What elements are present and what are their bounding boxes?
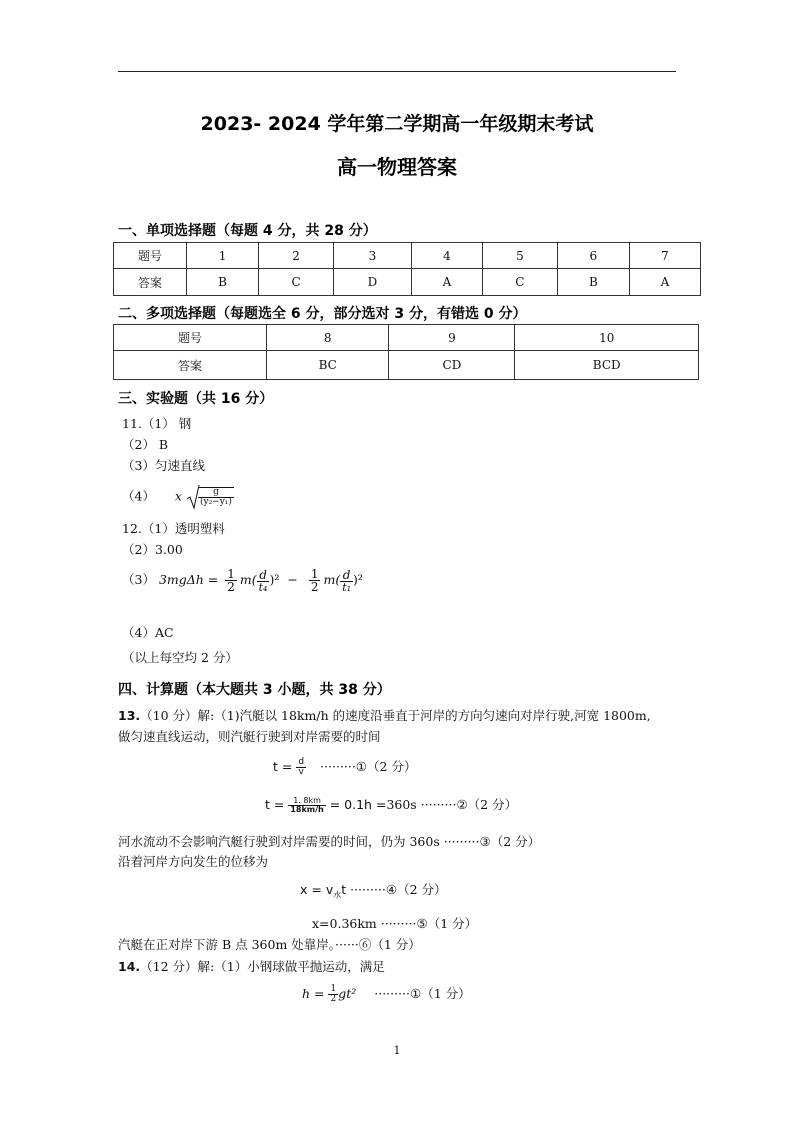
eq-close: )² bbox=[353, 572, 363, 587]
section4-heading: 四、计算题（本大题共 3 小题，共 38 分） bbox=[118, 682, 391, 698]
eq6-rhs: gt² bbox=[338, 986, 357, 1001]
equation-6 bbox=[302, 984, 471, 1004]
top-rule bbox=[118, 71, 676, 72]
half-fraction: $\frac{1}{2}$ bbox=[227, 567, 235, 594]
eq6-fraction: $\frac{1}{2}$ bbox=[330, 984, 337, 1004]
q12-part1: 12.（1）透明塑料 bbox=[122, 521, 225, 536]
eq6-mark: ·········①（1 分） bbox=[374, 986, 471, 1001]
sqrt-fraction bbox=[198, 487, 234, 507]
q12-part3-equation bbox=[122, 568, 363, 593]
table-cell: 6 bbox=[557, 243, 629, 269]
eq4-mark: ·········④（2 分） bbox=[350, 882, 447, 897]
eq4-t: t bbox=[341, 882, 347, 897]
equation-4 bbox=[300, 880, 447, 901]
q14-line1-text: （12 分）解:（1）小钢球做平抛运动，满足 bbox=[140, 959, 385, 974]
eq-mass: m( bbox=[239, 572, 257, 587]
section1-heading: 一、单项选择题（每题 4 分，共 28 分） bbox=[118, 223, 377, 239]
q13-number: 13. bbox=[118, 708, 141, 723]
table-cell: 8 bbox=[267, 325, 389, 351]
q12-part3-label: （3） bbox=[122, 572, 155, 587]
q11-part2: （2） B bbox=[122, 437, 169, 452]
eq1-mark: ·········①（2 分） bbox=[320, 759, 417, 774]
equation-2 bbox=[265, 795, 517, 814]
eq6-lhs: h = bbox=[302, 986, 325, 1001]
q12-part4: （4）AC bbox=[122, 625, 174, 640]
eq4-lhs: x = v bbox=[300, 882, 334, 897]
table-cell: 4 bbox=[411, 243, 482, 269]
q12-part2: （2）3.00 bbox=[122, 542, 183, 557]
table-row bbox=[114, 243, 701, 269]
q13-line1-text: （10 分）解:（1)汽艇以 18km/h 的速度沿垂直于河岸的方向匀速向对岸行驶,河宽 1800m, bbox=[140, 708, 651, 723]
q11-part3: （3）匀速直线 bbox=[122, 458, 205, 473]
section2-table bbox=[113, 324, 699, 380]
q11-part4 bbox=[122, 484, 234, 510]
section2-heading: 二、多项选择题（每题选全 6 分，部分选对 3 分，有错选 0 分） bbox=[118, 306, 527, 322]
equation-5: x=0.36km ·········⑤（1 分） bbox=[312, 916, 478, 931]
d-over-t4: $\frac{d}{\text{t₄}}$ bbox=[258, 567, 268, 594]
eq2-mark: =360s ·········②（2 分） bbox=[375, 797, 518, 812]
eq-close: )² bbox=[269, 572, 280, 587]
table-cell: 3 bbox=[333, 243, 411, 269]
table-cell: 5 bbox=[482, 243, 557, 269]
eq2-lhs: t = bbox=[265, 797, 285, 812]
row-label: 题号 bbox=[114, 243, 187, 269]
table-cell: 10 bbox=[515, 325, 699, 351]
eq4-subscript: 水 bbox=[333, 890, 342, 900]
table-row bbox=[114, 351, 699, 380]
exam-title: 2023- 2024 学年第二学期高一年级期末考试 bbox=[200, 113, 594, 135]
eq1-lhs: t = bbox=[273, 759, 293, 774]
table-cell: 1 bbox=[187, 243, 259, 269]
equation-1 bbox=[273, 757, 416, 777]
half-fraction: $\frac{1}{2}$ bbox=[310, 567, 319, 594]
table-cell: 7 bbox=[629, 243, 700, 269]
q13-line1 bbox=[118, 706, 651, 724]
row-label: 题号 bbox=[114, 325, 267, 351]
section3-note: （以上每空均 2 分） bbox=[122, 650, 238, 665]
q14-line1 bbox=[118, 957, 385, 975]
table-row bbox=[114, 269, 701, 296]
table-cell: BCD bbox=[515, 351, 699, 380]
q13-line4: 沿着河岸方向发生的位移为 bbox=[118, 854, 269, 869]
table-cell: B bbox=[557, 269, 629, 296]
q11-part1: 11.（1） 钢 bbox=[122, 416, 192, 431]
q14-number: 14. bbox=[118, 959, 141, 974]
q13-line3: 河水流动不会影响汽艇行驶到对岸需要的时间，仍为 360s ·········③（2 分） bbox=[118, 834, 541, 849]
table-cell: B bbox=[187, 269, 259, 296]
table-cell: A bbox=[629, 269, 700, 296]
q13-line2: 做匀速直线运动，则汽艇行驶到对岸需要的时间 bbox=[118, 729, 381, 744]
table-cell: CD bbox=[389, 351, 515, 380]
table-cell: C bbox=[482, 269, 557, 296]
row-label: 答案 bbox=[114, 351, 267, 380]
fraction-denominator: (y₂−y₁) bbox=[199, 497, 232, 507]
eq-mass: m( bbox=[323, 572, 341, 587]
eq1-fraction: $\frac{d}{v}$ bbox=[298, 757, 305, 777]
section3-heading: 三、实验题（共 16 分） bbox=[118, 391, 274, 407]
fraction-numerator: g bbox=[198, 488, 234, 498]
table-cell: BC bbox=[267, 351, 389, 380]
exam-subtitle: 高一物理答案 bbox=[337, 155, 457, 179]
eq2-fraction: $\frac{1. 8km}{18km/h}$ bbox=[290, 796, 324, 814]
eq2-rhs: = 0.1h bbox=[329, 797, 372, 812]
section1-table bbox=[113, 242, 701, 296]
table-row bbox=[114, 325, 699, 351]
table-cell: 9 bbox=[389, 325, 515, 351]
eq-lhs: 3mgΔh = bbox=[158, 572, 219, 587]
table-cell: 2 bbox=[259, 243, 334, 269]
d-over-t1: $\frac{d}{\text{t₁}}$ bbox=[342, 567, 352, 594]
q11-part4-label: （4） bbox=[122, 488, 155, 504]
page-number: 1 bbox=[393, 1044, 401, 1057]
table-cell: C bbox=[259, 269, 334, 296]
table-cell: D bbox=[333, 269, 411, 296]
eq-minus: − bbox=[287, 572, 298, 587]
table-cell: A bbox=[411, 269, 482, 296]
q13-line5: 汽艇在正对岸下游 B 点 360m 处靠岸。······⑥（1 分） bbox=[118, 937, 421, 952]
q11-var-x: x bbox=[174, 488, 182, 504]
row-label: 答案 bbox=[114, 269, 187, 296]
